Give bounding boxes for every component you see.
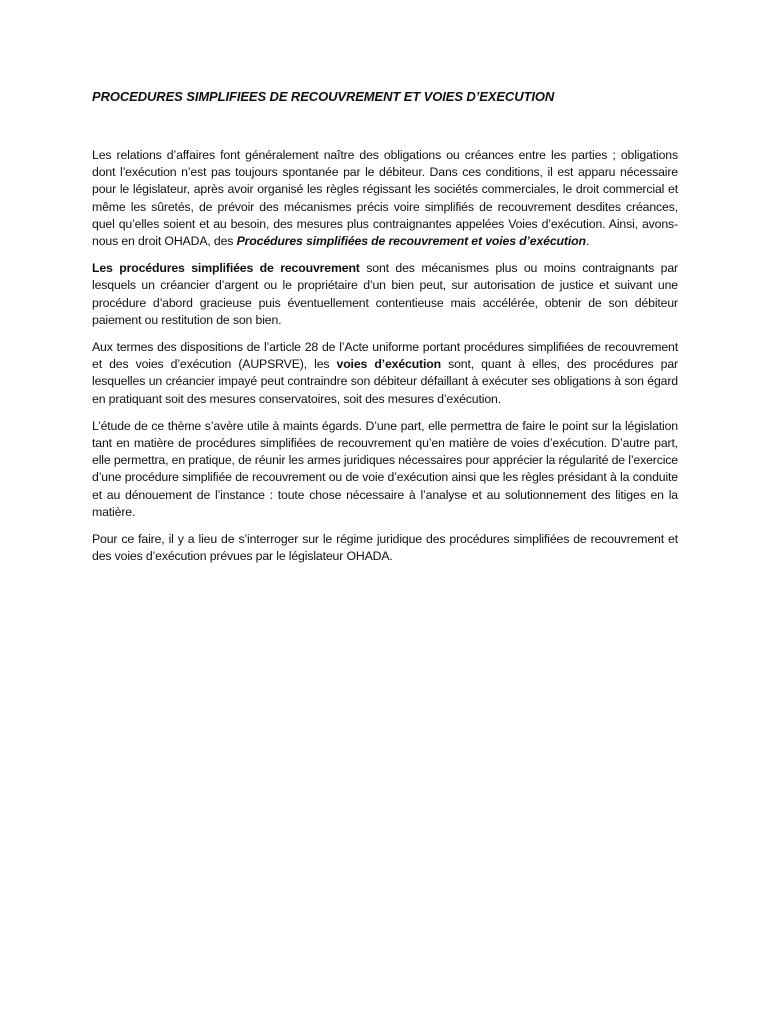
paragraph-intro	[92, 147, 678, 250]
paragraph-voies-text: Aux termes des dispositions de l’article 28 de l’Acte uniforme portant procédures simplifiées de recouvrement et des voies d’exécution (AUPSRVE), les	[92, 340, 678, 372]
paragraph-voies-bold: voies d’exécution	[336, 357, 441, 372]
document-title: PROCEDURES SIMPLIFIEES DE RECOUVREMENT ET VOIES D’EXECUTION	[92, 89, 555, 104]
paragraph-procedures-text: sont des mécanismes plus ou moins contraignants par lesquels un créancier d’argent ou le propriétaire d’un bien peut, sur autorisation de justice et suivant une procédure d’abord gracieuse puis éventuellement contentieuse mais accélérée, obtenir de son débiteur paiement ou restitution de son bien.	[92, 261, 678, 327]
paragraph-voies-definition	[92, 339, 678, 408]
paragraph-procedures-definition	[92, 260, 678, 329]
paragraph-procedures-bold: Les procédures simplifiées de recouvrement	[92, 261, 360, 276]
paragraph-intro-emphasis: Procédures simplifiées de recouvrement et voies d’exécution	[236, 234, 586, 249]
paragraph-intro-text: Les relations d’affaires font généralement naître des obligations ou créances entre les parties ; obligations dont l’exécution n’est pas toujours spontanée par le débiteur. Dans ces conditions, il est apparu nécessaire pour le législateur, après avoir organisé les règles régissant les sociétés commerciales, le droit commercial et même les sûretés, de prévoir des mécanismes précis voire simplifiés de recouvrement desdites créances, quel qu’elles soient et au besoin, des mesures plus contraignantes appelées Voies d’exécution. Ainsi, avons-nous en droit OHADA, des	[92, 148, 678, 249]
paragraph-question: Pour ce faire, il y a lieu de s’interroger sur le régime juridique des procédures simplifiées de recouvrement et des voies d’exécution prévues par le législateur OHADA.	[92, 532, 678, 564]
paragraph-utility: L’étude de ce thème s’avère utile à maints égards. D’une part, elle permettra de faire le point sur la législation tant en matière de procédures simplifiées de recouvrement qu’en matière de voies d’exécution. D’autre part, elle permettra, en pratique, de réunir les armes juridiques nécessaires pour apprécier la régularité de l’exercice d’une procédure simplifiée de recouvrement ou de voie d’exécution ainsi que les règles présidant à la conduite et au dénouement de l’instance : toute chose nécessaire à l’analyse et au solutionnement des litiges en la matière.	[92, 418, 678, 519]
paragraph-intro-end: .	[585, 234, 590, 249]
document-page	[92, 88, 678, 575]
paragraph-voies-end: sont, quant à elles, des procédures par lesquelles un créancier impayé peut contraindre son débiteur défaillant à exécuter ses obligations à son égard en pratiquant soit des mesures conservatoires, soit des mesures d’exécution.	[92, 357, 678, 406]
